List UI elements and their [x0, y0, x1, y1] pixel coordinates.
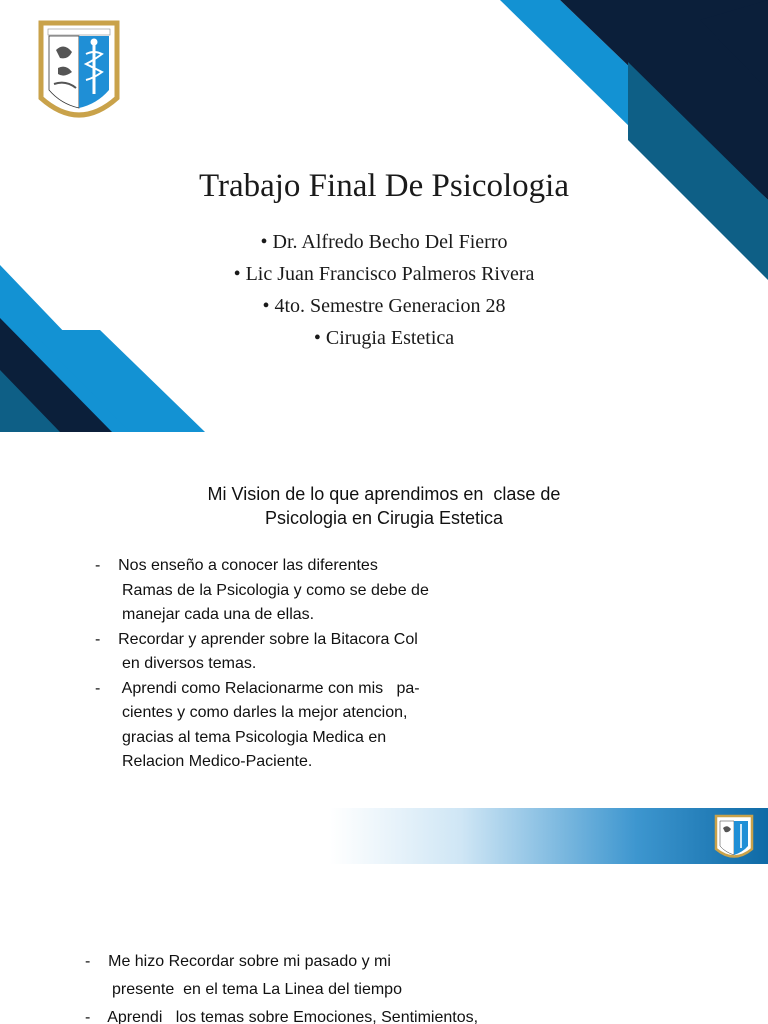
list-line: - Nos enseño a conocer las diferentes [95, 557, 378, 574]
bullet-specialty: • Cirugia Estetica [0, 322, 768, 354]
list-line: Ramas de la Psicologia y como se debe de [122, 581, 429, 599]
vision-slide [0, 442, 768, 866]
bullet-semester: • 4to. Semestre Generacion 28 [0, 290, 768, 322]
list-line: gracias al tema Psicologia Medica en [122, 728, 387, 746]
list-line: presente en el tema La Linea del tiempo [112, 981, 402, 998]
reflection-slide [0, 876, 768, 1024]
list-item [95, 677, 429, 775]
credits-list [0, 226, 768, 354]
list-item [95, 554, 429, 628]
list-item [85, 948, 478, 1004]
list-line: - Aprendi los temas sobre Emociones, Sentimientos, [85, 1009, 479, 1024]
list-line: - Me hizo Recordar sobre mi pasado y mi [85, 953, 391, 970]
footer-gradient-band [330, 808, 768, 864]
title-slide [0, 0, 768, 432]
list-line: - Aprendi como Relacionarme con mis pa- [95, 679, 420, 697]
list-line: - Recordar y aprender sobre la Bitacora Col [95, 630, 418, 648]
bullet-doctor: • Dr. Alfredo Becho Del Fierro [0, 226, 768, 258]
heading-line: Mi Vision de lo que aprendimos en clase de [207, 484, 561, 504]
list-line: manejar cada una de ellas. [122, 606, 315, 623]
list-line: en diversos temas. [122, 655, 257, 672]
bullet-licenciado: • Lic Juan Francisco Palmeros Rivera [0, 258, 768, 290]
list-item [85, 1004, 478, 1024]
learning-list [95, 554, 429, 775]
list-line: Relacion Medico-Paciente. [122, 753, 313, 770]
slide-heading [0, 482, 768, 530]
list-line: cientes y como darles la mejor atencion, [122, 704, 408, 721]
university-logo [38, 20, 120, 132]
slide-title: Trabajo Final De Psicologia [198, 168, 569, 204]
university-logo-small [714, 814, 754, 864]
list-item [95, 628, 429, 677]
reflection-list [85, 948, 478, 1024]
heading-line: Psicologia en Cirugia Estetica [264, 508, 504, 528]
